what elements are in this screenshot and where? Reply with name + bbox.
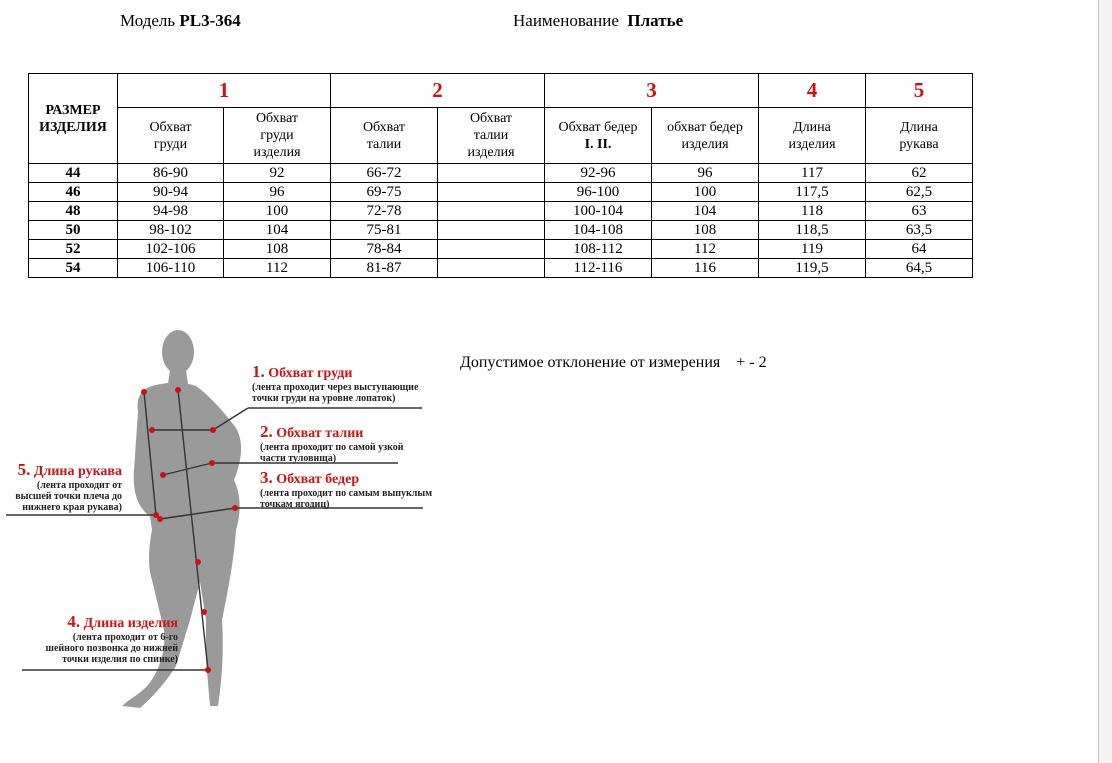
value-cell: 86-90 <box>118 164 224 183</box>
value-cell: 64 <box>866 240 973 259</box>
subheader-length: Длина изделия <box>759 108 866 164</box>
value-cell: 104 <box>652 202 759 221</box>
name-label: Наименование <box>513 11 619 30</box>
value-cell: 118 <box>759 202 866 221</box>
model-value: PL3-364 <box>179 11 241 30</box>
value-cell: 98-102 <box>118 221 224 240</box>
subheader-hips: Обхват бедер I. II. <box>545 108 652 164</box>
value-cell: 108 <box>652 221 759 240</box>
value-cell: 104 <box>224 221 331 240</box>
value-cell: 112-116 <box>545 259 652 278</box>
table-row <box>29 202 973 221</box>
size-cell: 54 <box>29 259 118 278</box>
value-cell: 108-112 <box>545 240 652 259</box>
value-cell: 72-78 <box>331 202 438 221</box>
value-cell: 96-100 <box>545 183 652 202</box>
size-column-header: РАЗМЕР ИЗДЕЛИЯ <box>29 74 118 164</box>
subheader-waist: Обхват талии <box>331 108 438 164</box>
group-header-3: 3 <box>545 74 759 108</box>
value-cell: 119,5 <box>759 259 866 278</box>
value-cell: 104-108 <box>545 221 652 240</box>
value-cell: 63 <box>866 202 973 221</box>
label-length: 4. Длина изделия (лента проходит от 6-го шейного позвонка до нижней точки изделия по спинке) <box>45 612 178 665</box>
model-header <box>120 11 241 31</box>
value-cell <box>438 259 545 278</box>
value-cell <box>438 183 545 202</box>
size-cell: 44 <box>29 164 118 183</box>
table-row <box>29 221 973 240</box>
value-cell: 102-106 <box>118 240 224 259</box>
value-cell: 62,5 <box>866 183 973 202</box>
value-cell: 64,5 <box>866 259 973 278</box>
subheader-chest-garment: Обхват груди изделия <box>224 108 331 164</box>
value-cell: 63,5 <box>866 221 973 240</box>
value-cell: 90-94 <box>118 183 224 202</box>
subheader-hips-garment: обхват бедер изделия <box>652 108 759 164</box>
size-cell: 52 <box>29 240 118 259</box>
value-cell: 66-72 <box>331 164 438 183</box>
value-cell: 96 <box>224 183 331 202</box>
value-cell <box>438 164 545 183</box>
measurement-figure <box>0 320 450 725</box>
value-cell: 100 <box>652 183 759 202</box>
subheader-waist-garment: Обхват талии изделия <box>438 108 545 164</box>
value-cell: 62 <box>866 164 973 183</box>
tolerance-note <box>460 354 767 372</box>
group-header-4: 4 <box>759 74 866 108</box>
value-cell: 92-96 <box>545 164 652 183</box>
value-cell: 117,5 <box>759 183 866 202</box>
table-row <box>29 240 973 259</box>
value-cell: 100-104 <box>545 202 652 221</box>
size-cell: 50 <box>29 221 118 240</box>
tolerance-text: Допустимое отклонение от измерения <box>460 354 721 371</box>
value-cell: 118,5 <box>759 221 866 240</box>
label-waist: 2. Обхват талии (лента проходит по самой узкой части туловища) <box>260 422 404 464</box>
group-header-1: 1 <box>118 74 331 108</box>
value-cell: 81-87 <box>331 259 438 278</box>
group-header-5: 5 <box>866 74 973 108</box>
label-hips: 3. Обхват бедер (лента проходит по самым выпуклым точкам ягодиц) <box>260 468 433 510</box>
value-cell: 112 <box>652 240 759 259</box>
table-row <box>29 259 973 278</box>
value-cell: 100 <box>224 202 331 221</box>
size-cell: 46 <box>29 183 118 202</box>
product-name-header <box>513 11 683 31</box>
table-row <box>29 164 973 183</box>
value-cell: 119 <box>759 240 866 259</box>
value-cell: 117 <box>759 164 866 183</box>
size-cell: 48 <box>29 202 118 221</box>
model-label: Модель <box>120 11 176 30</box>
value-cell: 69-75 <box>331 183 438 202</box>
page-edge <box>1098 0 1112 763</box>
value-cell: 108 <box>224 240 331 259</box>
tolerance-value: + - 2 <box>736 354 767 371</box>
size-table <box>28 73 973 278</box>
group-header-2: 2 <box>331 74 545 108</box>
value-cell: 112 <box>224 259 331 278</box>
value-cell: 106-110 <box>118 259 224 278</box>
value-cell: 92 <box>224 164 331 183</box>
table-row <box>29 183 973 202</box>
label-sleeve: 5. Длина рукава (лента проходит от высшей точки плеча до нижнего края рукава) <box>15 460 122 513</box>
value-cell: 78-84 <box>331 240 438 259</box>
value-cell: 75-81 <box>331 221 438 240</box>
value-cell: 96 <box>652 164 759 183</box>
value-cell <box>438 221 545 240</box>
value-cell <box>438 240 545 259</box>
value-cell <box>438 202 545 221</box>
name-value: Платье <box>627 11 684 30</box>
label-chest: 1. Обхват груди (лента проходит через выступающие точки груди на уровне лопаток) <box>252 362 419 404</box>
subheader-chest: Обхват груди <box>118 108 224 164</box>
value-cell: 94-98 <box>118 202 224 221</box>
value-cell: 116 <box>652 259 759 278</box>
subheader-sleeve: Длина рукава <box>866 108 973 164</box>
